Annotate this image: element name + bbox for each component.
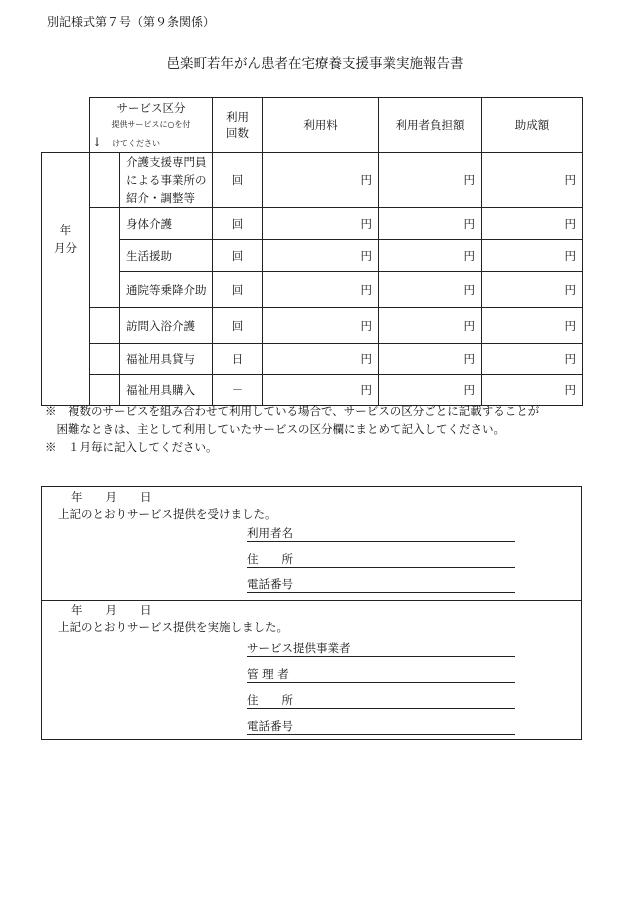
note-1: ※ 複数のサービスを組み合わせて利用している場合で、サービスの区分ごとに記載することが (45, 404, 540, 418)
note-2: 困難なときは、主として利用していたサービスの区分欄にまとめて記入してください。 (45, 422, 505, 436)
year-month-cell (42, 153, 90, 406)
burden-cell[interactable]: 円 (379, 240, 482, 272)
provider-phone-field[interactable] (247, 718, 515, 735)
subsidy-cell[interactable]: 円 (482, 153, 583, 208)
user-phone-field[interactable] (247, 576, 515, 593)
section-divider (42, 600, 581, 601)
table-row (42, 153, 583, 208)
service-instruction-2: けてください (112, 138, 161, 148)
user-address-label: 住 所 (247, 552, 293, 566)
table-row (42, 308, 583, 344)
provider-manager-label: 管 理 者 (247, 667, 289, 681)
fee-header: 利用料 (263, 98, 379, 153)
table-row (42, 240, 583, 272)
blank-corner-cell (42, 98, 90, 153)
burden-cell[interactable]: 円 (379, 308, 482, 344)
form-number: 別記様式第７号（第９条関係） (47, 15, 216, 29)
table-row (42, 344, 583, 375)
fee-cell[interactable]: 円 (263, 208, 379, 240)
service-name-cell: 身体介護 (120, 208, 213, 240)
fee-cell[interactable]: 円 (263, 344, 379, 375)
times-header-label: 利用回数 (226, 110, 249, 140)
mark-cell[interactable] (90, 344, 120, 375)
unit-cell[interactable]: － (213, 375, 263, 406)
burden-cell[interactable]: 円 (379, 153, 482, 208)
subsidy-cell[interactable]: 円 (482, 344, 583, 375)
service-category-header (90, 98, 213, 153)
confirmation-box (41, 486, 582, 740)
year-month-label: 年 月分 (54, 223, 77, 255)
table-row (42, 272, 583, 308)
burden-cell[interactable]: 円 (379, 272, 482, 308)
fee-cell[interactable]: 円 (263, 375, 379, 406)
subsidy-cell[interactable]: 円 (482, 272, 583, 308)
unit-cell[interactable]: 回 (213, 272, 263, 308)
service-name: 介護支援専門員による事業所の紹介・調整等 (126, 155, 207, 205)
mark-cell[interactable] (90, 308, 120, 344)
burden-cell[interactable]: 円 (379, 375, 482, 406)
service-instruction-1: 提供サービスに○を付 (111, 119, 191, 129)
fee-cell[interactable]: 円 (263, 240, 379, 272)
unit-cell[interactable]: 回 (213, 153, 263, 208)
provider-address-field[interactable] (247, 692, 515, 709)
fee-cell[interactable]: 円 (263, 153, 379, 208)
unit-cell[interactable]: 日 (213, 344, 263, 375)
provider-statement: 上記のとおりサービス提供を実施しました。 (58, 620, 288, 634)
table-row (42, 208, 583, 240)
user-statement: 上記のとおりサービス提供を受けました。 (58, 507, 277, 521)
burden-cell[interactable]: 円 (379, 208, 482, 240)
provider-date[interactable]: 年 月 日 (71, 603, 152, 617)
times-header (213, 98, 263, 153)
mark-cell[interactable] (90, 153, 120, 208)
user-date[interactable]: 年 月 日 (71, 490, 152, 504)
service-category-label: サービス区分 (116, 100, 186, 115)
burden-cell[interactable]: 円 (379, 344, 482, 375)
note-3: ※ １月毎に記入してください。 (45, 440, 218, 454)
provider-company-field[interactable] (247, 640, 515, 657)
service-report-table (41, 97, 583, 406)
service-name-cell: 生活援助 (120, 240, 213, 272)
service-name-cell: 福祉用具購入 (120, 375, 213, 406)
provider-company-label: サービス提供事業者 (247, 641, 351, 655)
subsidy-cell[interactable]: 円 (482, 308, 583, 344)
table-row (42, 375, 583, 406)
provider-manager-field[interactable] (247, 666, 515, 683)
mark-cell[interactable] (90, 208, 120, 308)
service-instruction-2-line (90, 134, 212, 152)
provider-phone-label: 電話番号 (247, 719, 293, 733)
subsidy-cell[interactable]: 円 (482, 240, 583, 272)
fee-cell[interactable]: 円 (263, 308, 379, 344)
mark-cell[interactable] (90, 375, 120, 406)
unit-cell[interactable]: 回 (213, 208, 263, 240)
user-phone-label: 電話番号 (247, 577, 293, 591)
user-name-field[interactable] (247, 525, 515, 542)
subsidy-header: 助成額 (482, 98, 583, 153)
user-address-field[interactable] (247, 551, 515, 568)
page-title: 邑楽町若年がん患者在宅療養支援事業実施報告書 (166, 56, 464, 72)
service-name-cell (120, 153, 213, 208)
service-name-cell: 訪問入浴介護 (120, 308, 213, 344)
user-name-label: 利用者名 (247, 526, 293, 540)
provider-address-label: 住 所 (247, 693, 293, 707)
unit-cell[interactable]: 回 (213, 240, 263, 272)
service-name-cell: 福祉用具貸与 (120, 344, 213, 375)
down-arrow-icon: ↓ (92, 134, 103, 149)
subsidy-cell[interactable]: 円 (482, 208, 583, 240)
user-burden-header: 利用者負担額 (379, 98, 482, 153)
fee-cell[interactable]: 円 (263, 272, 379, 308)
subsidy-cell[interactable]: 円 (482, 375, 583, 406)
unit-cell[interactable]: 回 (213, 308, 263, 344)
service-name-cell: 通院等乗降介助 (120, 272, 213, 308)
table-header-row (42, 98, 583, 153)
